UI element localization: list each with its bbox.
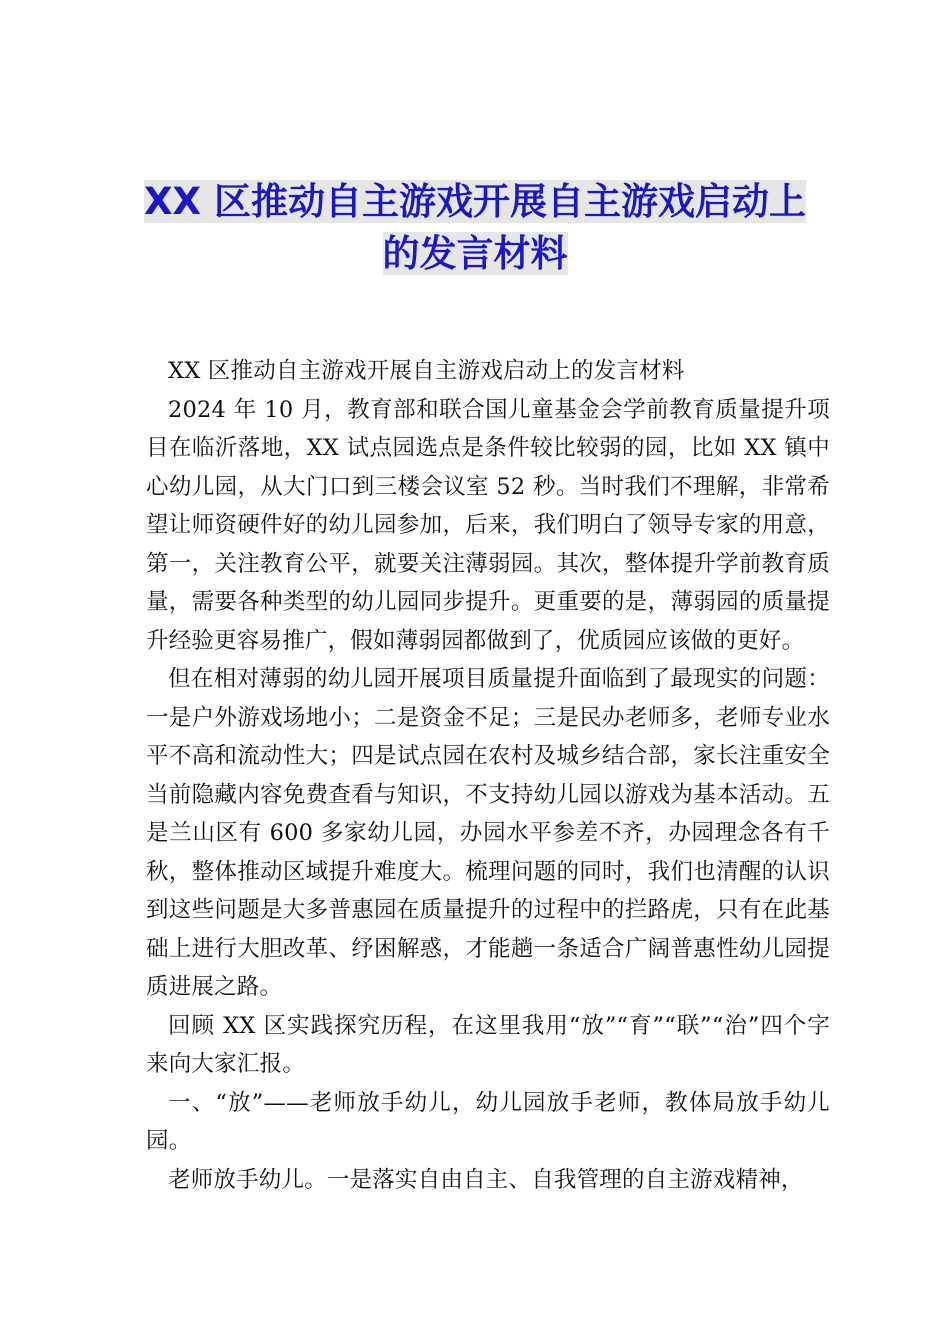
paragraph: 但在相对薄弱的幼儿园开展项目质量提升面临到了最现实的问题：一是户外游戏场地小；二是资金不足；三是民办老师多，老师专业水平不高和流动性大；四是试点园在农村及城乡结合部，家长注重安全当前隐藏内容免费查看与知识，不支持幼儿园以游戏为基本活动。五是兰山区有 600 多家幼儿园，办园水平参差不齐，办园理念各有千秋，整体推动区域提升难度大。梳理问题的同时，我们也清醒的认识到这些问题是大多普惠园在质量提升的过程中的拦路虎，只有在此基础上进行大胆改革、纾困解惑，才能趟一条适合广阔普惠性幼儿园提质进展之路。 xyxy=(146,666,830,1000)
paragraph: 一、“放”——老师放手幼儿，幼儿园放手老师，教体局放手幼儿园。 xyxy=(146,1089,830,1154)
paragraph: 老师放手幼儿。一是落实自由自主、自我管理的自主游戏精神， xyxy=(168,1166,804,1193)
paragraph: 2024 年 10 月，教育部和联合国儿童基金会学前教育质量提升项目在临沂落地，XX 试点园选点是条件较比较弱的园，比如 XX 镇中心幼儿园，从大门口到三楼会议室 52 秒。当时我们不理解，非常希望让师资硬件好的幼儿园参加，后来，我们明白了领导专家的用意，第一，关注教育公平，就要关注薄弱园。其次，整体提升学前教育质量，需要各种类型的幼儿园同步提升。更重要的是，薄弱园的质量提升经验更容易推广，假如薄弱园都做到了，优质园应该做的更好。 xyxy=(146,396,830,654)
document-title xyxy=(140,176,810,280)
title-line-1: XX 区推动自主游戏开展自主游戏启动上 xyxy=(144,180,806,223)
paragraph-subtitle: XX 区推动自主游戏开展自主游戏启动上的发言材料 xyxy=(168,358,685,384)
title-line-2: 的发言材料 xyxy=(382,232,568,275)
paragraph: 回顾 XX 区实践探究历程，在这里我用“放”“育”“联”“治”四个字来向大家汇报。 xyxy=(146,1012,830,1077)
document-body xyxy=(146,352,830,1199)
